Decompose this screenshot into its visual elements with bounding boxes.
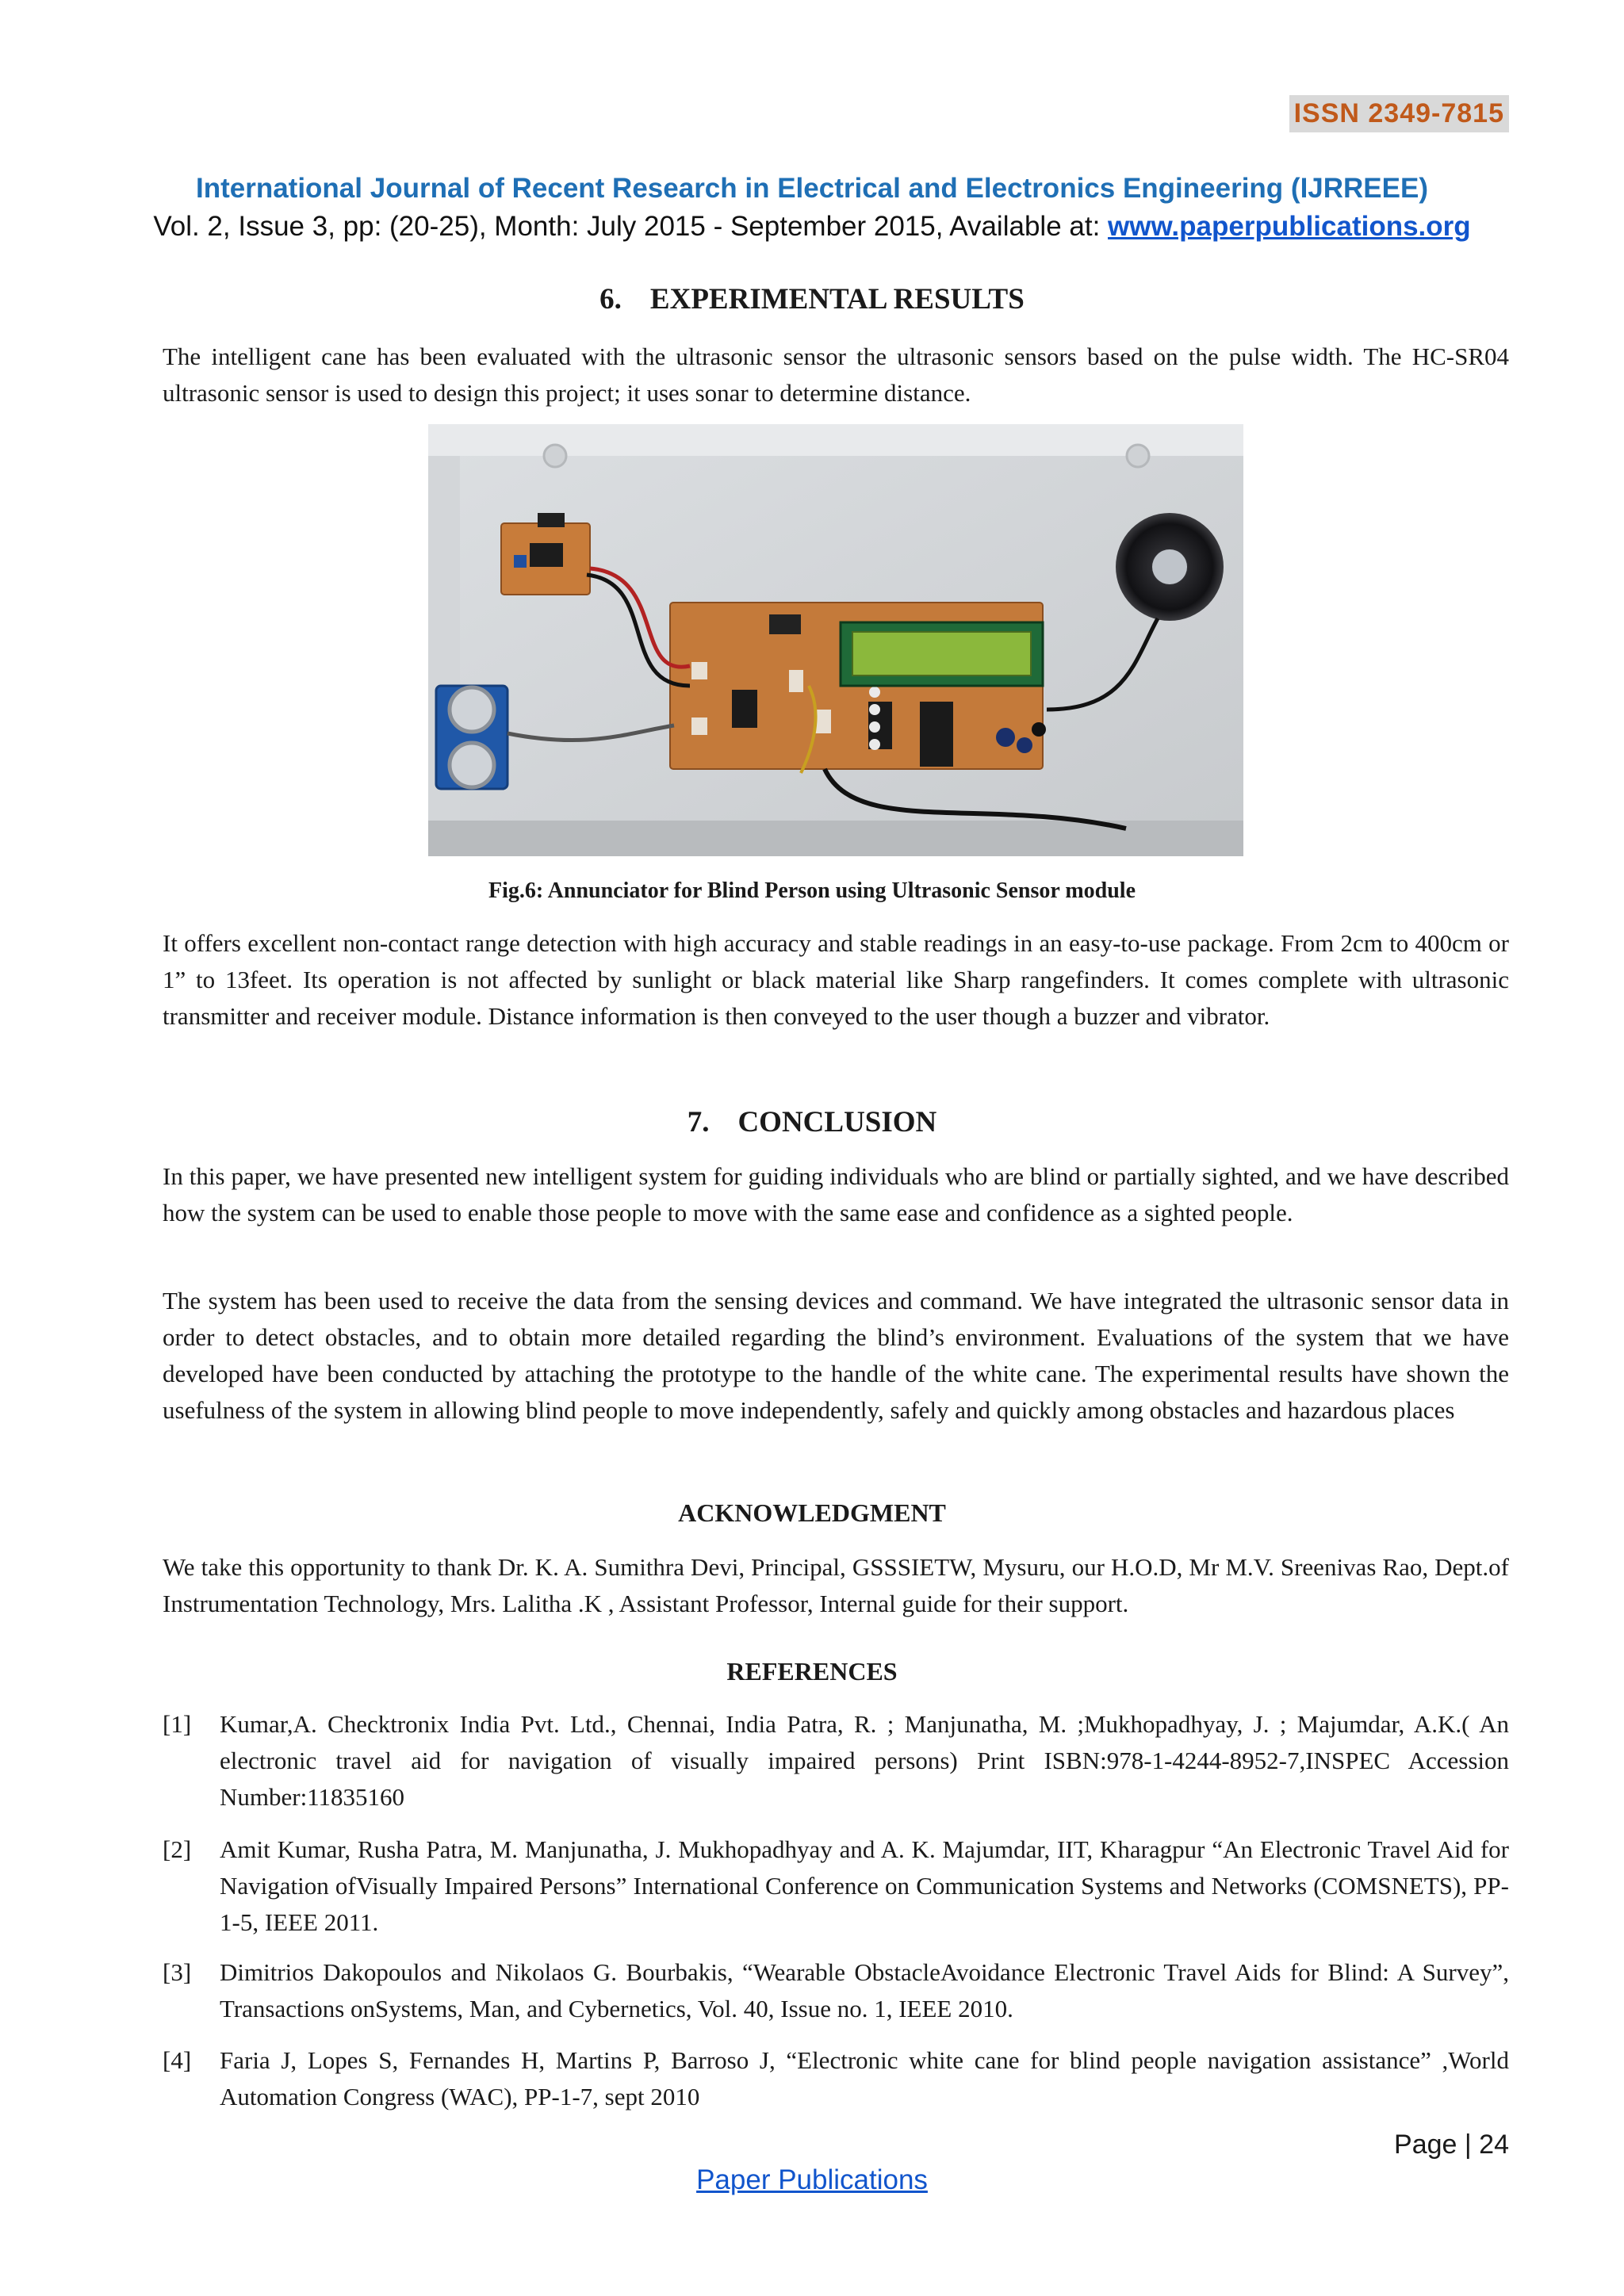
page-number: Page | 24 [1394,2130,1509,2160]
reference-label: [1] [163,1710,192,1738]
acknowledgment-text: We take this opportunity to thank Dr. K. A. Sumithra Devi, Principal, GSSSIETW, Mysuru, our H.O.D, Mr M.V. Sreenivas Rao, Dept.of Instrumentation Technology, Mrs. Lalitha .K , Assistant Professor, Internal guide for their support. [163,1553,1509,1617]
conclusion-paragraph-2: The system has been used to receive the data from the sensing devices and command. We have integrated the ultrasonic sensor data in order to detect obstacles, and to obtain more detailed regarding the blind’s environment. Evaluations of the system that we have developed have been conducted by attaching the prototype to the handle of the white cane. The experimental results have shown the usefulness of the system in allowing blind people to move independently, safely and quickly among obstacles and hazardous places [163,1287,1509,1424]
figure-6-caption: Fig.6: Annunciator for Blind Person using Ultrasonic Sensor module [488,878,1136,903]
section-6-heading [0,282,1624,316]
reference-text: Amit Kumar, Rusha Patra, M. Manjunatha, J. Mukhopadhyay and A. K. Majumdar, IIT, Kharagpur “An Electronic Travel Aid for Navigation ofVisually Impaired Persons” International Conference on Communication Systems and Networks (COMSNETS), PP-1-5, IEEE 2011. [220,1835,1509,1936]
reference-text: Dimitrios Dakopoulos and Nikolaos G. Bourbakis, “Wearable ObstacleAvoidance Electronic Travel Aids for Blind: A Survey”, Transactions onSystems, Man, and Cybernetics, Vol. 40, Issue no. 1, IEEE 2010. [220,1958,1509,2022]
reference-item [163,1706,1509,1816]
section-7-number: 7. [687,1106,710,1138]
section-6-intro: The intelligent cane has been evaluated with the ultrasonic sensor the ultrasonic sensors based on the pulse width. The HC-SR04 ultrasonic sensor is used to design this project; it uses sonar to determine distance. [163,342,1509,407]
acknowledgment-heading: ACKNOWLEDGMENT [678,1498,946,1527]
reference-label: [4] [163,2046,192,2074]
conclusion-paragraph-1: In this paper, we have presented new intelligent system for guiding individuals who are blind or partially sighted, and we have described how the system can be used to enable those people to move with the same ease and confidence as a sighted people. [163,1162,1509,1226]
reference-item [163,1831,1509,1941]
section-6-title: EXPERIMENTAL RESULTS [649,283,1025,316]
section-7-title: CONCLUSION [737,1106,937,1138]
reference-label: [2] [163,1835,192,1863]
reference-label: [3] [163,1958,192,1986]
section-6-body: It offers excellent non-contact range detection with high accuracy and stable readings in an easy-to-use package. From 2cm to 400cm or 1” to 13feet. Its operation is not affected by sunlight or black material like Sharp rangefinders. It comes complete with ultrasonic transmitter and receiver module. Distance information is then conveyed to the user though a buzzer and vibrator. [163,929,1509,1030]
footer [0,2164,1624,2196]
reference-item [163,2042,1509,2115]
publisher-link[interactable]: Paper Publications [696,2164,928,2195]
section-7-heading [0,1105,1624,1139]
website-link[interactable]: www.paperpublications.org [1108,211,1471,242]
circuit-board-photo [428,424,1243,856]
volume-info [0,211,1624,243]
section-6-number: 6. [599,283,622,316]
reference-text: Kumar,A. Checktronix India Pvt. Ltd., Chennai, India Patra, R. ; Manjunatha, M. ;Mukhopadhyay, J. ; Majumdar, A.K.( An electronic travel aid for navigation of visually impaired persons) Print ISBN:978-1-4244-8952-7,INSPEC Accession Number:11835160 [220,1710,1509,1811]
reference-item [163,1954,1509,2027]
volume-info-text: Vol. 2, Issue 3, pp: (20-25), Month: July 2015 - September 2015, Available at: [153,211,1109,242]
journal-title: International Journal of Recent Research in Electrical and Electronics Engineering (IJRREEE) [195,173,1428,204]
reference-text: Faria J, Lopes S, Fernandes H, Martins P, Barroso J, “Electronic white cane for blind people navigation assistance” ,World Automation Congress (WAC), PP-1-7, sept 2010 [220,2046,1509,2110]
issn-badge: ISSN 2349-7815 [1289,95,1509,132]
references-heading: REFERENCES [726,1657,898,1686]
